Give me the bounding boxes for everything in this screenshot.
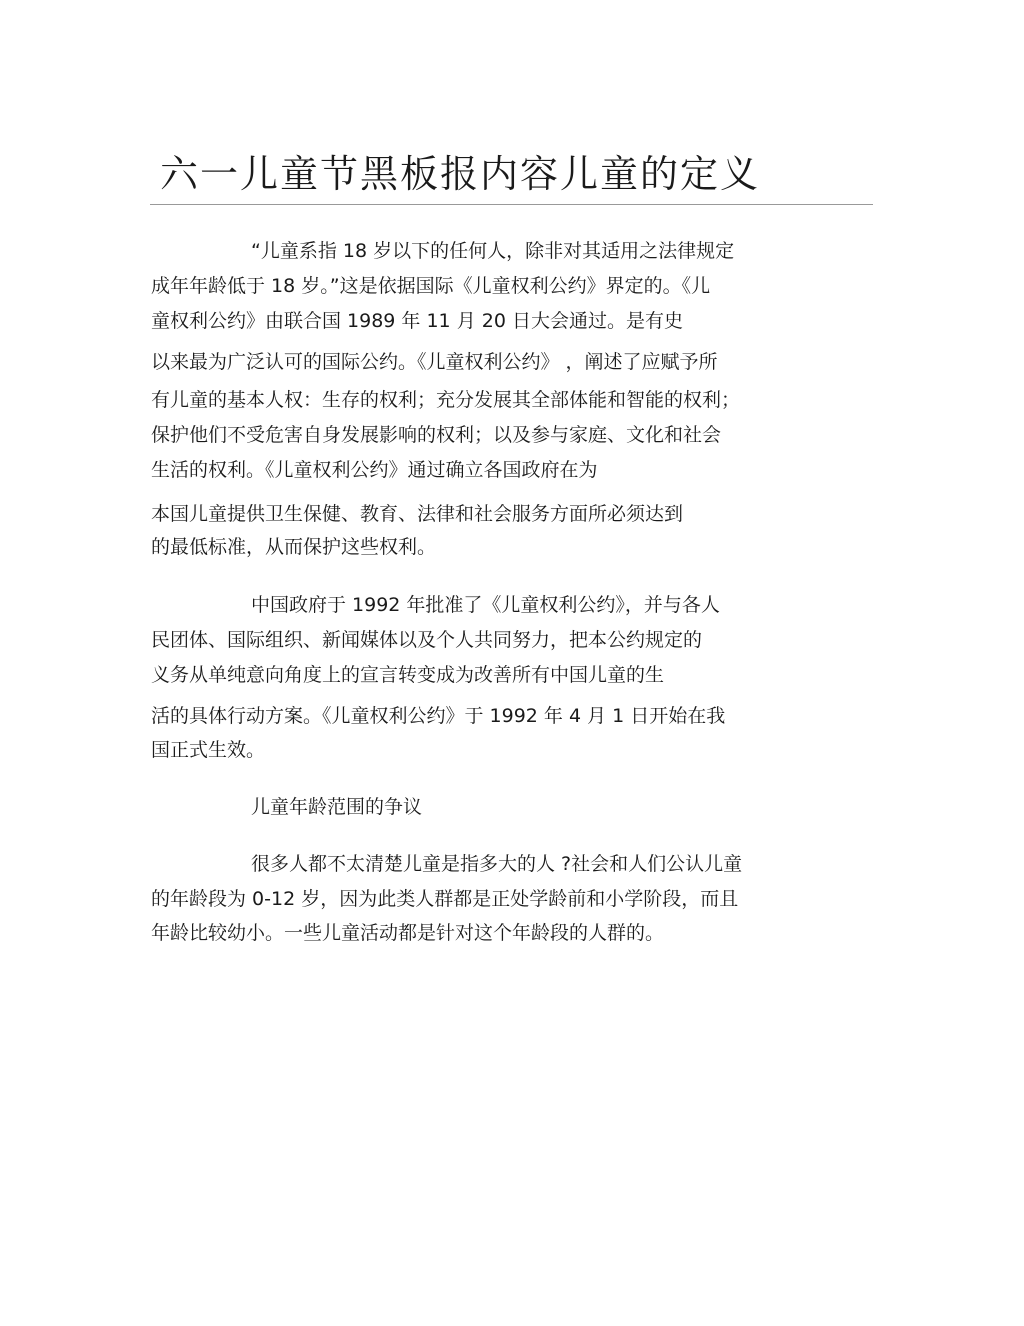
paragraph-2-line-3: 义务从单纯意向角度上的宣言转变成为改善所有中国儿童的生 (151, 664, 665, 686)
paragraph-1-line-6: 保护他们不受危害自身发展影响的权利；以及参与家庭、文化和社会 (151, 424, 722, 446)
section-subheading: 儿童年龄范围的争议 (251, 796, 423, 818)
paragraph-1-line-9: 的最低标准，从而保护这些权利。 (151, 536, 437, 558)
paragraph-2-line-5: 国正式生效。 (151, 739, 266, 761)
title-divider (150, 204, 873, 205)
paragraph-4-line-1: 很多人都不太清楚儿童是指多大的人 ?社会和人们公认儿童 (251, 853, 743, 875)
paragraph-1-line-8: 本国儿童提供卫生保健、教育、法律和社会服务方面所必须达到 (151, 503, 684, 525)
paragraph-2-line-2: 民团体、国际组织、新闻媒体以及个人共同努力，把本公约规定的 (151, 629, 703, 651)
paragraph-1-line-2: 成年年龄低于 18 岁。”这是依据国际《儿童权利公约》界定的。《儿 (151, 275, 711, 297)
paragraph-1-line-1: “儿童系指 18 岁以下的任何人，除非对其适用之法律规定 (251, 240, 735, 262)
document-title: 六一儿童节黑板报内容儿童的定义 (160, 152, 761, 196)
paragraph-1-line-5: 有儿童的基本人权：生存的权利；充分发展其全部体能和智能的权利； (151, 389, 741, 411)
paragraph-4-line-2: 的年龄段为 0-12 岁，因为此类人群都是正处学龄前和小学阶段，而且 (151, 888, 739, 910)
paragraph-4-line-3: 年龄比较幼小。一些儿童活动都是针对这个年龄段的人群的。 (151, 922, 665, 944)
paragraph-1-line-7: 生活的权利。《儿童权利公约》通过确立各国政府在为 (151, 459, 598, 481)
paragraph-1-line-3: 童权利公约》由联合国 1989 年 11 月 20 日大会通过。是有史 (151, 310, 683, 332)
paragraph-1-line-4: 以来最为广泛认可的国际公约。《儿童权利公约》 ，阐述了应赋予所 (151, 351, 718, 373)
paragraph-2-line-1: 中国政府于 1992 年批准了《儿童权利公约》，并与各人 (251, 594, 720, 616)
paragraph-2-line-4: 活的具体行动方案。《儿童权利公约》于 1992 年 4 月 1 日开始在我 (151, 705, 726, 727)
